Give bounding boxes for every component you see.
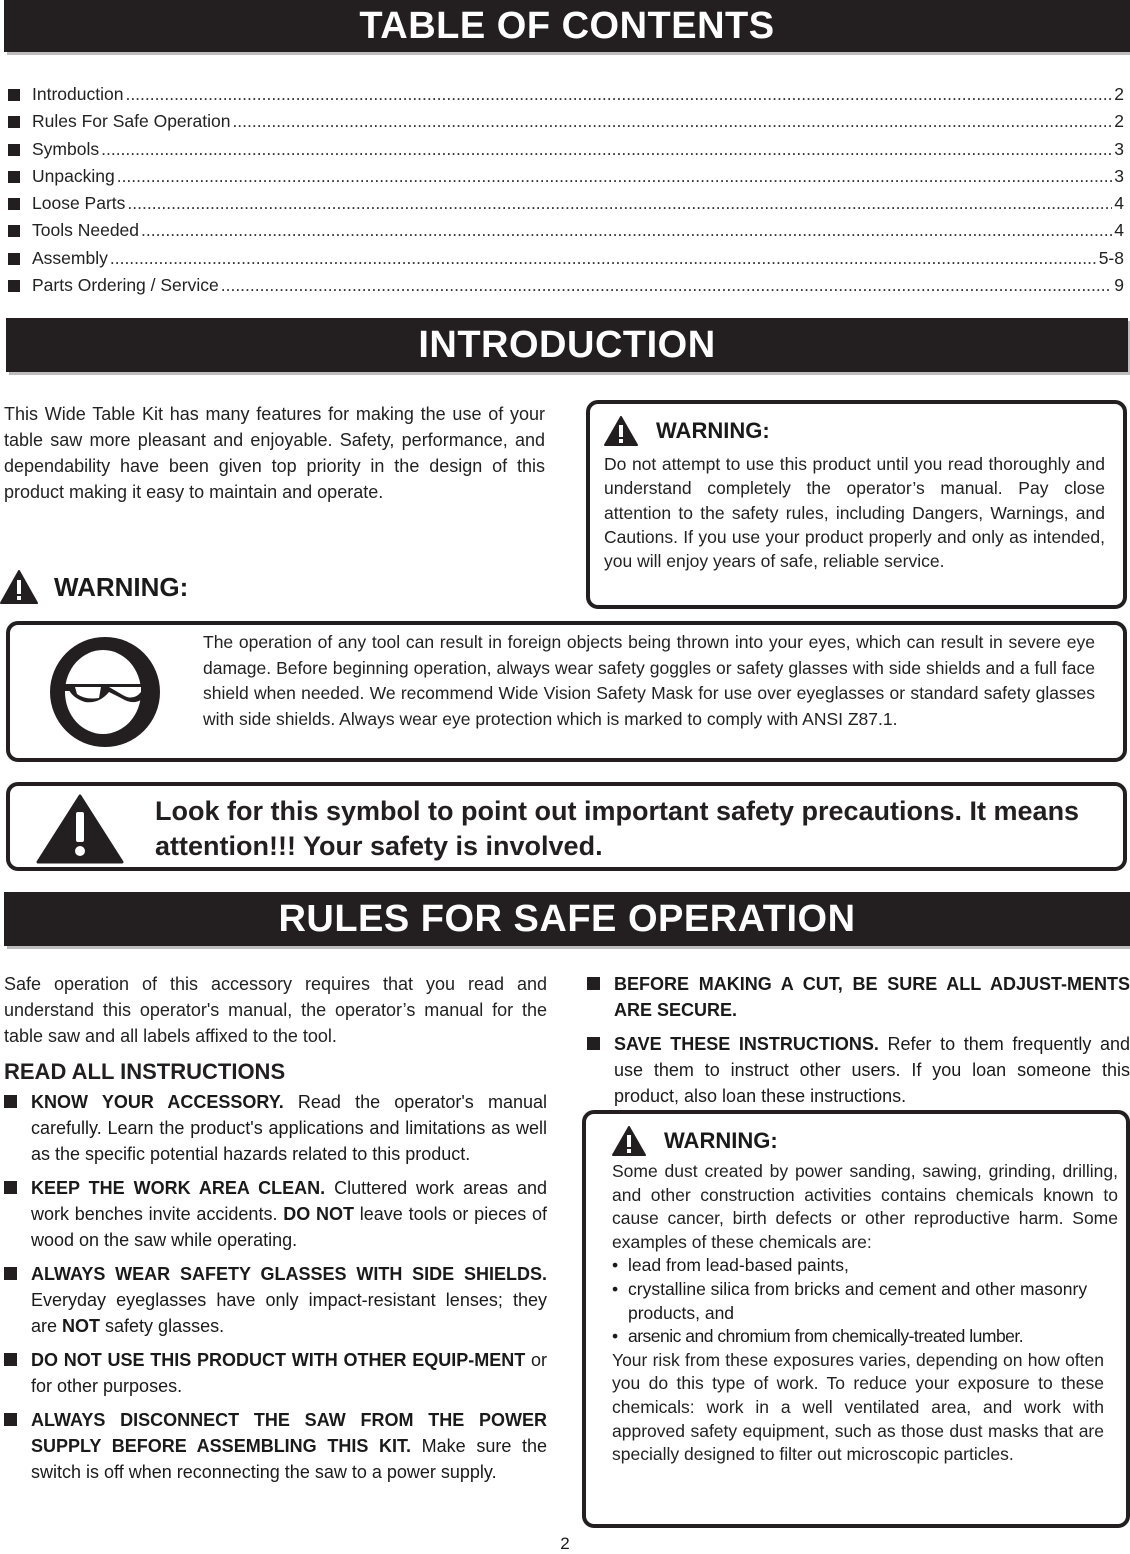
warning-intro: Some dust created by power sanding, sawing, grinding, drilling, and other construction activities contains chemicals known to cause cancer, birth defects or other reproductive harm. Some examples of these chemicals are:	[612, 1161, 1118, 1252]
square-bullet-icon	[4, 1413, 17, 1426]
list-item: • crystalline silica from bricks and cement and other masonry products, and	[612, 1278, 1118, 1325]
toc-page: 3	[1114, 165, 1124, 186]
rule-text: Everyday eyeglasses have only impact-resistant lenses; they are	[31, 1290, 547, 1336]
toc-item[interactable]	[8, 220, 1124, 247]
warning-heading-text: WARNING:	[664, 1128, 778, 1153]
chemical-list	[612, 1254, 1118, 1348]
rule-bold: SAVE THESE INSTRUCTIONS.	[614, 1034, 879, 1054]
rule-bold: KNOW YOUR ACCESSORY.	[31, 1092, 284, 1112]
toc-item[interactable]	[8, 111, 1124, 138]
list-item-text: arsenic and chromium from chemically-treated lumber.	[628, 1326, 1024, 1347]
rule-item	[4, 1261, 547, 1339]
read-all-instructions-heading: READ ALL INSTRUCTIONS	[4, 1059, 286, 1084]
square-bullet-icon	[4, 1353, 17, 1366]
square-bullet-icon	[4, 1267, 17, 1280]
rules-left-column	[4, 971, 547, 1493]
rule-item	[4, 1407, 547, 1485]
square-bullet-icon	[8, 253, 20, 265]
warning-text: Do not attempt to use this product until you read thoroughly and understand completely the operator’s manual. Pay close attention to the safety rules, including Dangers, Warnings, and Cautions. If you use your product properly and only as intended, you will enjoy years of safe, reliable service.	[604, 454, 1105, 572]
warning-triangle-icon	[36, 794, 124, 864]
warning-heading-text: WARNING:	[656, 418, 770, 443]
toc-leader	[101, 139, 1112, 160]
toc-label: Tools Needed	[32, 220, 140, 241]
warning-outro: Your risk from these exposures varies, depending on how often you do this type of work. To reduce your exposure to these chemicals: work in a well ventilated area, and work with approved safety equipment, such as those dust masks that are specially designed to filter out microscopic particles.	[612, 1349, 1104, 1465]
toc-leader	[125, 84, 1112, 105]
rules-right-column	[587, 971, 1130, 1117]
list-item-text: lead from lead-based paints,	[628, 1255, 849, 1276]
square-bullet-icon	[8, 116, 20, 128]
square-bullet-icon	[587, 1037, 600, 1050]
square-bullet-icon	[8, 225, 20, 237]
toc-item[interactable]	[8, 84, 1124, 111]
warning-triangle-icon	[0, 570, 38, 604]
rule-bold: DO NOT USE THIS PRODUCT WITH OTHER EQUIP-MENT	[31, 1350, 526, 1370]
introduction-text: This Wide Table Kit has many features for making the use of your table saw more pleasant and enjoyable. Safety, performance, and dependability have been given top priority in the design of this product making it easy to maintain and operate.	[4, 404, 545, 502]
toc-label: Rules For Safe Operation	[32, 111, 231, 132]
toc-label: Introduction	[32, 84, 124, 104]
list-item-text: crystalline silica from bricks and cement and other masonry products, and	[628, 1278, 1088, 1323]
square-bullet-icon	[8, 198, 20, 210]
warning-heading	[604, 416, 1105, 446]
rule-text: Refer to them frequently and use them to instruct other users. If you loan someone this product, also loan these instructions.	[614, 1034, 1130, 1106]
warning-triangle-icon	[612, 1126, 646, 1156]
toc-leader	[221, 275, 1113, 296]
toc-label: Unpacking	[32, 165, 115, 186]
warning-triangle-icon	[604, 416, 638, 446]
rule-item	[587, 971, 1130, 1023]
rule-item	[4, 1089, 547, 1167]
list-item: • arsenic and chromium from chemically-treated lumber.	[612, 1325, 1118, 1349]
square-bullet-icon	[8, 89, 20, 101]
rule-bold: ALWAYS DISCONNECT THE SAW FROM THE POWER SUPPLY BEFORE ASSEMBLING THIS KIT.	[31, 1410, 547, 1456]
rules-intro: Safe operation of this accessory requires that you read and understand this operator's manual, the operator’s manual for the table saw and all labels affixed to the tool.	[4, 974, 547, 1046]
safety-goggles-icon	[49, 636, 161, 748]
rules-banner: RULES FOR SAFE OPERATION	[4, 892, 1130, 946]
toc-leader	[117, 166, 1113, 187]
eye-protection-warning-box	[6, 621, 1127, 762]
toc-leader	[110, 248, 1097, 269]
toc-page: 3	[1114, 138, 1124, 159]
toc-item[interactable]	[8, 166, 1124, 193]
square-bullet-icon	[587, 977, 600, 990]
square-bullet-icon	[8, 144, 20, 156]
rule-text: leave tools or pieces of wood on the saw while operating.	[31, 1204, 547, 1250]
toc-item[interactable]	[8, 193, 1124, 220]
toc-page: 9	[1114, 275, 1124, 296]
rule-text: Cluttered work areas and work benches invite accidents.	[31, 1178, 547, 1224]
rule-bold: DO NOT	[283, 1204, 355, 1224]
rule-text: Read the operator's manual carefully. Learn the product's applications and limitations as well as the specific potential hazards related to this product.	[31, 1092, 547, 1164]
toc-page: 4	[1114, 193, 1124, 214]
page-number: 2	[560, 1534, 570, 1553]
toc-label: Loose Parts	[32, 193, 126, 214]
toc-label: Parts Ordering / Service	[32, 275, 219, 296]
rule-text: Make sure the switch is off when reconnecting the saw to a power supply.	[31, 1436, 548, 1482]
square-bullet-icon	[8, 171, 20, 183]
square-bullet-icon	[4, 1095, 17, 1108]
toc-label: Assembly	[32, 247, 108, 268]
rule-bold: KEEP THE WORK AREA CLEAN.	[31, 1178, 326, 1198]
toc-page: 2	[1114, 111, 1124, 132]
operator-manual-warning-box	[586, 400, 1127, 609]
toc-item[interactable]	[8, 248, 1124, 275]
toc-leader	[127, 193, 1112, 214]
toc-banner: TABLE OF CONTENTS	[4, 0, 1130, 52]
safety-symbol-notice-box	[6, 782, 1127, 871]
rule-item	[4, 1347, 547, 1399]
dust-chemicals-warning-box	[582, 1110, 1130, 1528]
toc-page: 5-8	[1098, 247, 1124, 268]
toc-page: 2	[1114, 84, 1124, 104]
toc-label: Symbols	[32, 138, 100, 159]
eye-warning-text: The operation of any tool can result in foreign objects being thrown into your eyes, which can result in severe eye damage. Before beginning operation, always wear safety goggles or safety glasses with side shields and a full face shield when needed. We recommend Wide Vision Safety Mask for use over eyeglasses or standard safety glasses with side shields. Always wear eye protection which is marked to comply with ANSI Z87.1.	[203, 632, 1095, 729]
rule-text: safety glasses.	[100, 1316, 225, 1336]
toc-leader	[141, 220, 1112, 241]
rule-bold: BEFORE MAKING A CUT, BE SURE ALL ADJUST-MENTS ARE SECURE.	[614, 974, 1130, 1020]
introduction-banner: INTRODUCTION	[6, 318, 1128, 372]
square-bullet-icon	[4, 1181, 17, 1194]
toc-leader	[232, 111, 1112, 132]
toc-page: 4	[1114, 220, 1124, 241]
eye-warning-heading	[0, 570, 188, 604]
list-item: • lead from lead-based paints,	[612, 1254, 1118, 1278]
rule-bold: ALWAYS WEAR SAFETY GLASSES WITH SIDE SHIELDS.	[31, 1264, 547, 1284]
safety-symbol-notice-text: Look for this symbol to point out important safety precautions. It means attention!!! Your safety is involved.	[155, 796, 1080, 861]
toc-item[interactable]	[8, 139, 1124, 166]
rule-bold: NOT	[62, 1316, 101, 1336]
rule-text: or for other purposes.	[31, 1350, 547, 1396]
toc-item[interactable]	[8, 275, 1124, 302]
rule-item	[587, 1031, 1130, 1109]
warning-heading-text: WARNING:	[54, 571, 189, 602]
square-bullet-icon	[8, 280, 20, 292]
warning-heading	[612, 1126, 1118, 1156]
rule-item	[4, 1175, 547, 1253]
table-of-contents	[8, 84, 1124, 302]
